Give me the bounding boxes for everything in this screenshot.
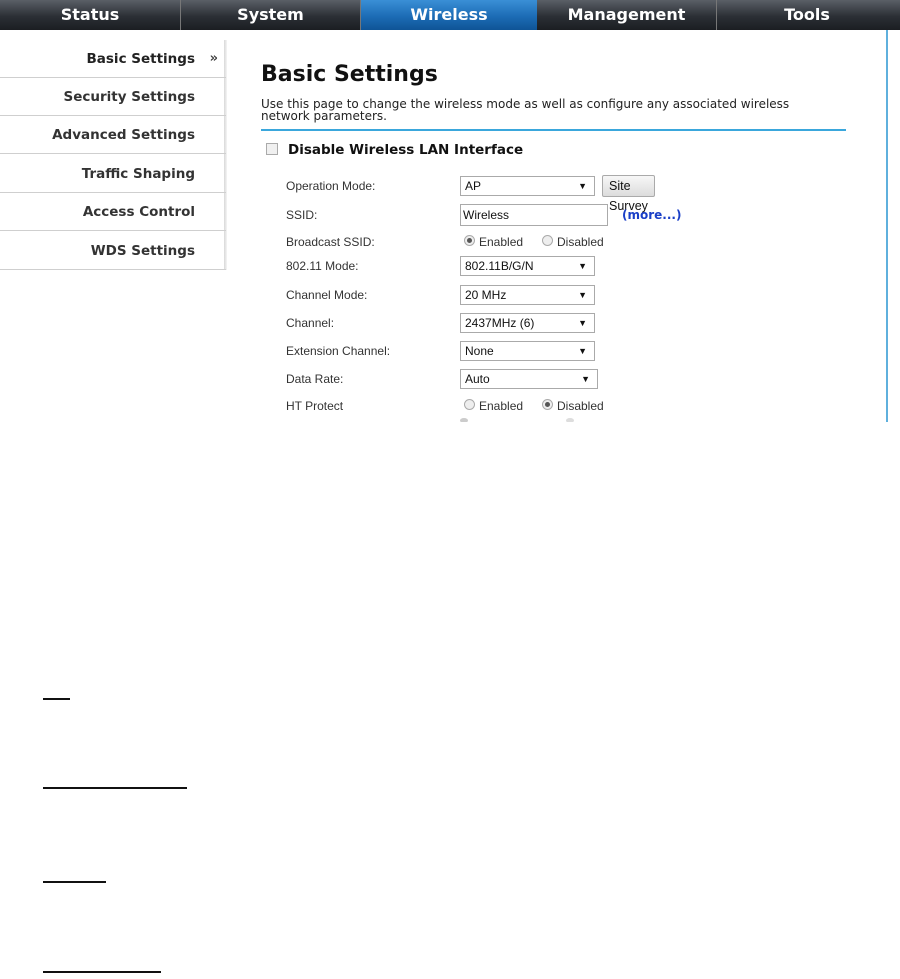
- dropdown-arrow-icon: ▼: [578, 290, 587, 300]
- screenshot-panel: [0, 0, 900, 422]
- radio-selected-icon: [464, 235, 475, 246]
- mode-80211-label: 802.11 Mode:: [286, 259, 359, 273]
- dropdown-arrow-icon: ▼: [578, 261, 587, 271]
- extension-channel-label: Extension Channel:: [286, 344, 391, 358]
- ht-protect-label: HT Protect: [286, 399, 344, 413]
- sidebar-item-access-control[interactable]: Access Control: [0, 193, 226, 231]
- frame-border: [886, 30, 888, 422]
- ssid-input[interactable]: Wireless: [460, 204, 608, 226]
- data-rate-row: [286, 367, 846, 391]
- ssid-label: SSID:: [286, 208, 318, 222]
- channel-mode-select[interactable]: [460, 285, 595, 305]
- double-chevron-right-icon: »: [209, 51, 218, 66]
- broadcast-disabled-label: Disabled: [557, 235, 604, 249]
- mode-80211-select[interactable]: [460, 256, 595, 276]
- top-navigation: [0, 0, 900, 30]
- underline-mark: [43, 698, 70, 700]
- broadcast-enabled-label: Enabled: [479, 235, 524, 249]
- sidebar-item-wds-settings[interactable]: WDS Settings: [0, 232, 226, 270]
- channel-mode-label: Channel Mode:: [286, 288, 368, 302]
- dropdown-arrow-icon: ▼: [581, 374, 590, 384]
- disable-wlan-label: Disable Wireless LAN Interface: [288, 142, 524, 158]
- dropdown-arrow-icon: ▼: [578, 181, 587, 191]
- ht-enabled-radio[interactable]: [464, 394, 523, 418]
- broadcast-ssid-row: [286, 230, 846, 254]
- operation-mode-value: AP: [465, 179, 482, 193]
- broadcast-ssid-label: Broadcast SSID:: [286, 235, 375, 249]
- clipped-radio-fragment: [566, 418, 574, 422]
- radio-selected-icon: [542, 399, 553, 410]
- broadcast-disabled-radio[interactable]: [542, 230, 604, 254]
- tab-tools[interactable]: Tools: [784, 5, 830, 24]
- ht-disabled-radio[interactable]: [542, 394, 604, 418]
- disable-wlan-row: [266, 140, 523, 160]
- underline-mark: [43, 971, 161, 973]
- main-content: [261, 58, 846, 131]
- ht-protect-row: [286, 394, 846, 418]
- sidebar-item-traffic-shaping[interactable]: Traffic Shaping: [0, 155, 226, 193]
- data-rate-select[interactable]: [460, 369, 598, 389]
- dropdown-arrow-icon: ▼: [578, 318, 587, 328]
- underline-mark: [43, 787, 187, 789]
- extension-channel-row: [286, 339, 846, 363]
- ht-enabled-label: Enabled: [479, 399, 524, 413]
- underline-mark: [43, 881, 106, 883]
- clipped-radio-fragment: [460, 418, 468, 422]
- tab-system[interactable]: System: [181, 0, 361, 30]
- tab-wireless[interactable]: Wireless: [361, 0, 537, 30]
- ssid-row: [286, 203, 846, 227]
- page-description: Use this page to change the wireless mode as well as configure any associated wireless network parameters.: [261, 97, 790, 123]
- channel-label: Channel:: [286, 316, 335, 330]
- channel-mode-value: 20 MHz: [465, 288, 507, 302]
- sidebar-item-advanced-settings[interactable]: Advanced Settings: [0, 116, 226, 154]
- radio-unselected-icon: [464, 399, 475, 410]
- site-survey-button[interactable]: Site Survey: [602, 175, 655, 197]
- channel-select[interactable]: [460, 313, 595, 333]
- tab-status[interactable]: Status: [0, 0, 181, 30]
- tab-management[interactable]: Management: [537, 0, 717, 30]
- title-divider: [261, 129, 846, 131]
- channel-value: 2437MHz (6): [465, 316, 535, 330]
- dropdown-arrow-icon: ▼: [578, 346, 587, 356]
- operation-mode-select[interactable]: [460, 176, 595, 196]
- sidebar-item-basic-settings[interactable]: [0, 40, 226, 78]
- sidebar-item-security-settings[interactable]: Security Settings: [0, 78, 226, 116]
- broadcast-enabled-radio[interactable]: [464, 230, 523, 254]
- disable-wlan-checkbox[interactable]: [266, 143, 278, 155]
- data-rate-value: Auto: [465, 372, 490, 386]
- extension-channel-select[interactable]: [460, 341, 595, 361]
- page-title: Basic Settings: [261, 62, 438, 87]
- ht-disabled-label: Disabled: [557, 399, 604, 413]
- more-link[interactable]: (more...): [622, 208, 682, 222]
- operation-mode-row: [286, 174, 846, 213]
- channel-row: [286, 311, 846, 335]
- mode-80211-value: 802.11B/G/N: [465, 259, 534, 273]
- operation-mode-label: Operation Mode:: [286, 179, 376, 193]
- radio-unselected-icon: [542, 235, 553, 246]
- channel-mode-row: [286, 283, 846, 307]
- sidebar-item-label: Basic Settings: [86, 51, 195, 67]
- data-rate-label: Data Rate:: [286, 372, 344, 386]
- extension-channel-value: None: [465, 344, 494, 358]
- mode-80211-row: [286, 254, 846, 278]
